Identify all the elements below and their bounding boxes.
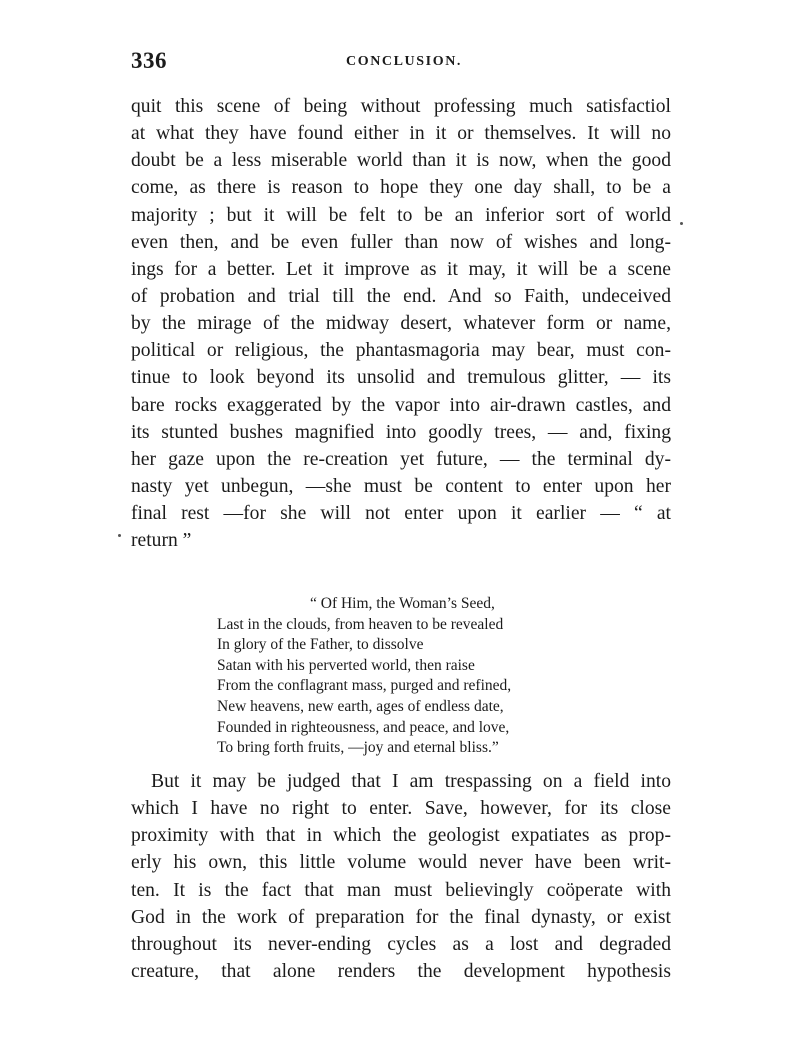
text-line: tinue to look beyond its unsolid and tremulous glitter, — its <box>131 367 671 389</box>
paragraph-1 <box>131 93 671 554</box>
text-line: doubt be a less miserable world than it is now, when the good <box>131 150 671 172</box>
text-line: bare rocks exaggerated by the vapor into air-drawn castles, and <box>131 394 671 416</box>
text-line: God in the work of preparation for the final dynasty, or exist <box>131 906 671 928</box>
text-line: But it may be judged that I am trespassing on a field into <box>151 771 671 792</box>
text-line: her gaze upon the re-creation yet future, — the terminal dy- <box>131 448 671 470</box>
text-line: political or religious, the phantasmagoria may bear, must con- <box>131 340 671 362</box>
text-line: nasty yet unbegun, —she must be content to enter upon her <box>131 475 671 497</box>
text-line: even then, and be even fuller than now of wishes and long- <box>131 231 671 253</box>
text-line: quit this scene of being without professing much satisfactiol <box>131 96 671 117</box>
print-speck <box>118 534 121 537</box>
text-line: come, as there is reason to hope they one day shall, to be a <box>131 177 671 199</box>
text-line: creature, that alone renders the development hypothesis <box>131 960 671 982</box>
paragraph-2 <box>131 768 671 985</box>
print-speck <box>680 222 683 225</box>
verse-quotation <box>217 594 597 759</box>
text-line: at what they have found either in it or themselves. It will no <box>131 123 671 145</box>
running-head: CONCLUSION. <box>346 54 463 69</box>
verse-line: Satan with his perverted world, then raise <box>217 656 475 674</box>
verse-line: Last in the clouds, from heaven to be revealed <box>217 615 504 633</box>
verse-line: To bring forth fruits, —joy and eternal bliss.” <box>217 739 499 757</box>
text-line: erly his own, this little volume would never have been writ- <box>131 852 671 874</box>
verse-line: In glory of the Father, to dissolve <box>217 636 424 654</box>
text-line: which I have no right to enter. Save, however, for its close <box>131 798 671 820</box>
verse-line: “ Of Him, the Woman’s Seed, <box>310 595 495 612</box>
verse-line: From the conflagrant mass, purged and refined, <box>217 677 512 695</box>
text-line: return ” <box>131 530 192 552</box>
page-header <box>131 48 671 76</box>
text-line: ten. It is the fact that man must believingly coöperate with <box>131 879 671 901</box>
verse-line: New heavens, new earth, ages of endless date, <box>217 697 504 715</box>
text-line: its stunted bushes magnified into goodly trees, — and, fixing <box>131 421 671 443</box>
page-number: 336 <box>131 48 167 73</box>
text-line: of probation and trial till the end. And so Faith, undeceived <box>131 285 671 307</box>
text-line: by the mirage of the midway desert, whatever form or name, <box>131 313 671 335</box>
text-line: throughout its never-ending cycles as a lost and degraded <box>131 933 671 955</box>
text-line: proximity with that in which the geologist expatiates as prop- <box>131 825 671 847</box>
text-line: ings for a better. Let it improve as it may, it will be a scene <box>131 258 671 280</box>
text-line: majority ; but it will be felt to be an inferior sort of world <box>131 204 671 226</box>
text-line: final rest —for she will not enter upon it earlier — “ at <box>131 503 671 525</box>
verse-line: Founded in righteousness, and peace, and love, <box>217 718 510 736</box>
